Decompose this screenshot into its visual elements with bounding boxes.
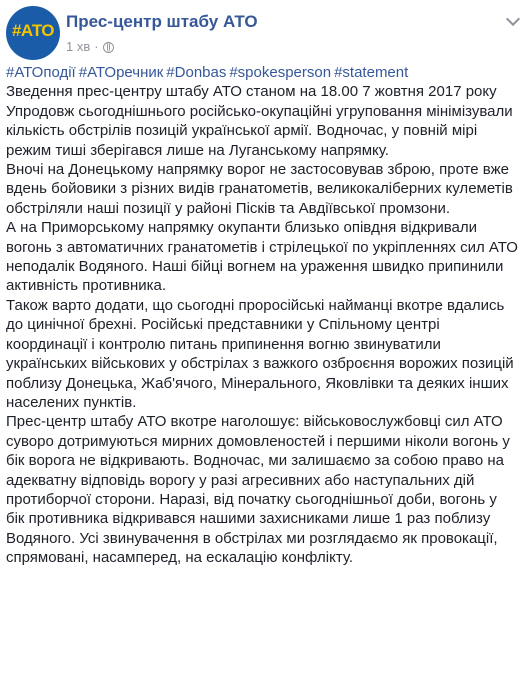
post-header	[6, 6, 520, 66]
hashtag-link[interactable]: #АТОподії	[6, 64, 76, 81]
post-paragraph: А на Приморському напрямку окупанти близько опівдня відкривали вогонь з автоматичних гранатометів і стрілецької по укріпленнях сил АТО неподалік Водяного. Наші бійці вогнем на ураження швидко припинили активність противника.	[6, 219, 518, 295]
post-paragraph: Вночі на Донецькому напрямку ворог не застосовував зброю, проте вже вдень бойовики з різних видів гранатометів, великокаліберних кулеметів обстріляли наші позиції у районі Пісків та Авдіївської промзони.	[6, 161, 513, 217]
hashtag-link[interactable]: #statement	[334, 64, 409, 81]
meta-separator: ·	[94, 39, 99, 54]
hashtag-link[interactable]: #Donbas	[166, 64, 227, 81]
post-meta	[66, 39, 114, 54]
post-paragraph: Прес-центр штабу АТО вкотре наголошує: військовослужбовці сил АТО суворо дотримуються мирних домовленостей і першими ніколи вогонь у бік ворога не відкривають. Водночас, ми залишаємо за собою право на адекватну відповідь ворогу у разі агресивних або наступальних дій протиборчої сторони. Наразі, від початку сьогоднішньої доби, вогонь у бік противника відкривався нашими захисниками лише 1 раз поблизу Водяного. Усі звинувачення в обстрілах ми розглядаємо як провокації, спрямовані, насамперед, на ескалацію конфлікту.	[6, 413, 510, 567]
globe-icon[interactable]	[103, 42, 114, 53]
timestamp-link[interactable]: 1 хв	[66, 39, 91, 54]
hashtag-list	[6, 63, 518, 82]
post-paragraph: Також варто додати, що сьогодні проросійські найманці вкотре вдались до цинічної брехні. Російські представники у Спільному центрі координації і контролю питань припинення вогню звинуватили українських військових у обстрілах з важкого озброєння ворожих позицій поблизу Донецька, Жаб'ячого, Мінерального, Яковлівки та деяких інших населених пунктів.	[6, 296, 514, 411]
post-paragraph: Упродовж сьогоднішнього російсько-окупаційні угруповання мінімізували кількість обстрілів позицій української армії. Водночас, у повній мірі режим тиші зберігався лише на Луганському напрямку.	[6, 102, 513, 159]
post-title-paragraph: Зведення прес-центру штабу АТО станом на 18.00 7 жовтня 2017 року	[6, 83, 497, 101]
avatar[interactable]	[6, 6, 60, 60]
chevron-down-icon[interactable]	[506, 12, 520, 26]
page-name-link[interactable]: Прес-центр штабу АТО	[66, 12, 258, 31]
hashtag-link[interactable]: #spokesperson	[229, 64, 332, 81]
post-body	[6, 63, 518, 568]
avatar-logo-text: #АТО	[11, 21, 55, 40]
hashtag-link[interactable]: #АТОречник	[78, 64, 164, 81]
